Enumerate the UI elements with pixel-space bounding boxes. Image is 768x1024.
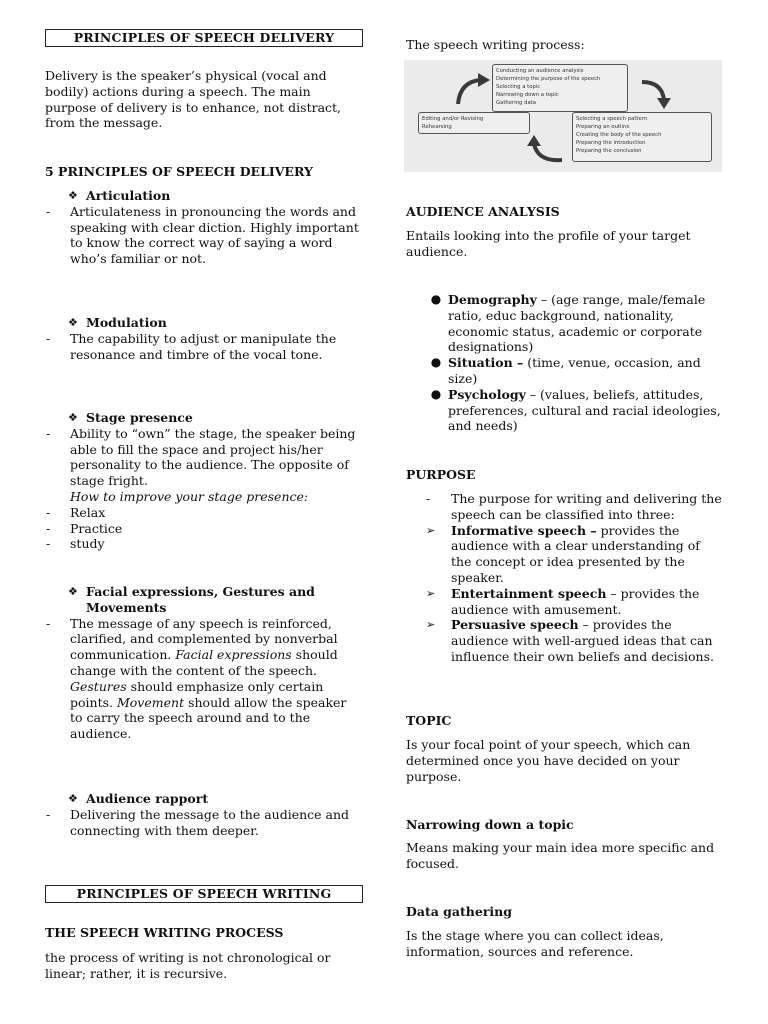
principle-modulation: ❖ Modulation - The capability to adjust or manipulate the resonance and timbre of the vocal tone.	[46, 315, 337, 362]
purpose-heading: PURPOSE	[406, 467, 476, 482]
audience-factor-list	[424, 292, 724, 434]
list-item: ● Situation – (time, venue, occasion, and size)	[430, 355, 701, 386]
principle-audience-rapport: ❖ Audience rapport - Delivering the message to the audience and connecting with them deeper.	[46, 791, 350, 838]
delivery-intro: Delivery is the speaker’s physical (vocal and bodily) actions during a speech. The main purpose of delivery is to enhance, not distract, from the message.	[45, 68, 342, 131]
speech-writing-process-heading: THE SPEECH WRITING PROCESS	[45, 925, 284, 940]
audience-analysis-text: Entails looking into the profile of your target audience.	[406, 228, 691, 259]
principle-articulation: ❖ Articulation - Articulateness in pronouncing the words and speaking with clear diction. Highly important to know the correct way of saying a word who’s familiar or not.	[46, 188, 359, 267]
purpose-list	[426, 491, 724, 665]
diagram-box-right: Selecting a speech pattern Preparing an outline Creating the body of the speech Preparing the introduction Preparing the conclusion	[572, 112, 712, 162]
diamond-bullet-icon: ❖	[68, 189, 78, 202]
speech-writing-process-diagram	[404, 60, 722, 172]
section-title-speech-delivery: PRINCIPLES OF SPEECH DELIVERY	[45, 29, 363, 47]
diamond-bullet-icon: ❖	[68, 411, 78, 424]
list-item: ➢ Informative speech – provides the audience with a clear understanding of the concept or idea presented by the speaker.	[426, 522, 700, 585]
narrowing-text: Means making your main idea more specific and focused.	[406, 840, 715, 871]
speech-writing-process-text: the process of writing is not chronological or linear; rather, it is recursive.	[45, 950, 331, 981]
diagram-box-top: Conducting an audience analysis Determining the purpose of the speech Selecting a topic Narrowing down a topic Gathering data	[492, 64, 628, 112]
topic-heading: TOPIC	[406, 713, 452, 728]
principle-stage-presence: ❖ Stage presence - Ability to “own” the stage, the speaker being able to fill the space and project his/her personality to the audience. The opposite of stage fright. How to improve your stage presence: - Relax - Practice - study	[68, 410, 360, 552]
principle-facial-expressions: ❖ Facial expressions, Gestures and Movements - The message of any speech is reinforced, clarified, and complemented by nonverbal communication. Facial expressions should change with the content of the speech. Gestures should emphasize only certain points. Movement should allow the speaker to carry the speech around and to the audience.	[46, 584, 347, 742]
diamond-bullet-icon: ❖	[68, 316, 78, 329]
diagram-label: The speech writing process:	[406, 37, 585, 52]
cycle-arrows-icon	[404, 60, 722, 172]
diamond-bullet-icon: ❖	[68, 792, 78, 805]
list-item: ● Psychology – (values, beliefs, attitudes, preferences, cultural and racial ideologies, and needs)	[430, 386, 721, 434]
data-gathering-heading: Data gathering	[406, 904, 512, 919]
audience-analysis-heading: AUDIENCE ANALYSIS	[406, 204, 560, 219]
diamond-bullet-icon: ❖	[68, 585, 78, 598]
narrowing-heading: Narrowing down a topic	[406, 817, 574, 832]
list-item: ➢ Persuasive speech – provides the audience with well-argued ideas that can influence their own beliefs and decisions.	[426, 617, 714, 664]
data-gathering-text: Is the stage where you can collect ideas, information, sources and reference.	[406, 928, 664, 959]
topic-text: Is your focal point of your speech, which can determined once you have decided on your purpose.	[406, 737, 691, 784]
five-principles-heading: 5 PRINCIPLES OF SPEECH DELIVERY	[45, 164, 313, 179]
diagram-box-left: Editing and/or Revising Rehearsing	[418, 112, 530, 134]
purpose-intro: - The purpose for writing and delivering the speech can be classified into three:	[426, 491, 722, 522]
list-item: ● Demography – (age range, male/female ratio, educ background, nationality, economic status, academic or corporate designations)	[430, 292, 706, 355]
improve-stage-label: How to improve your stage presence:	[70, 488, 309, 504]
list-item: ➢ Entertainment speech – provides the audience with amusement.	[426, 585, 700, 617]
section-title-speech-writing: PRINCIPLES OF SPEECH WRITING	[45, 885, 363, 903]
